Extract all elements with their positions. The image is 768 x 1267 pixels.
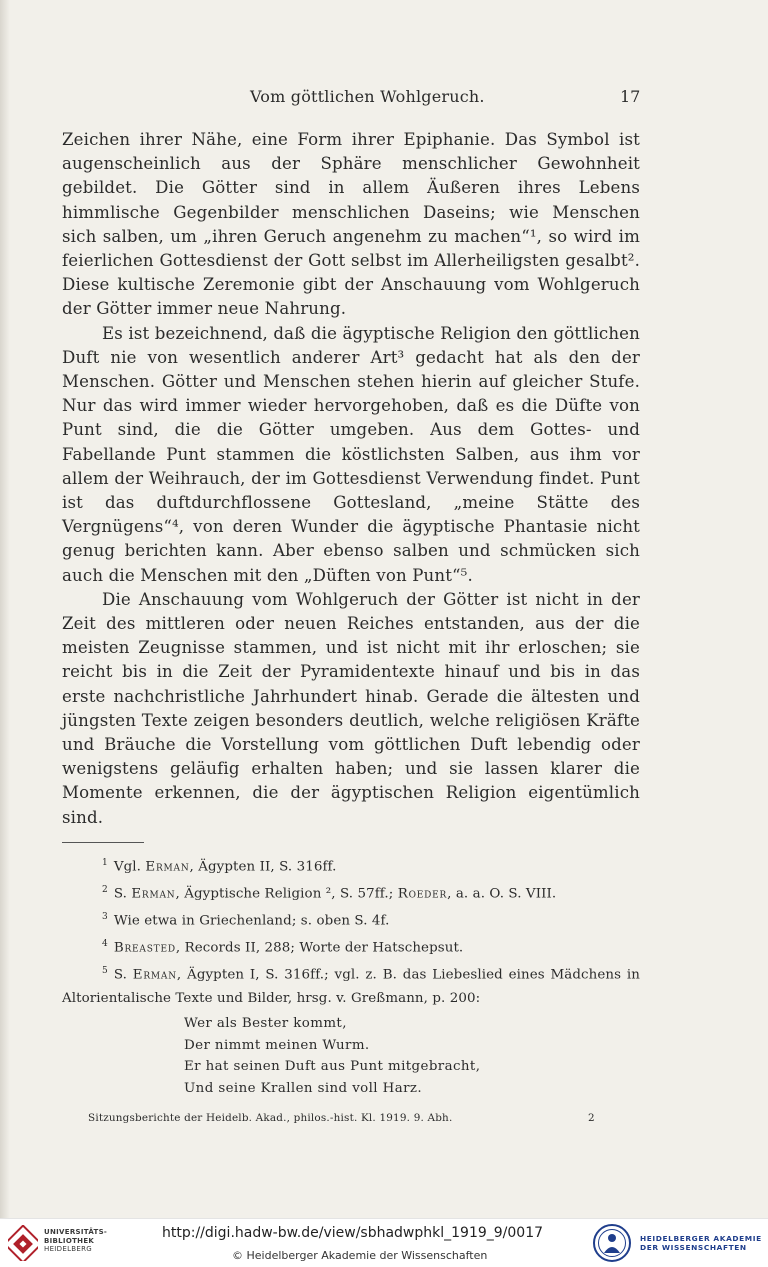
footnote-number: 4	[102, 939, 108, 950]
footnote-2	[62, 879, 640, 906]
copyright-notice: © Heidelberger Akademie der Wissenschaften	[232, 1249, 488, 1262]
footnote-author: Erman	[132, 967, 177, 983]
footnote-number: 2	[102, 885, 108, 896]
footnote-text: , Ägyptische Religion ², S. 57ff.;	[175, 886, 398, 902]
verse-line: Der nimmt meinen Wurm.	[184, 1037, 370, 1053]
footnote-text: , Records II, 288; Worte der Hatschepsut.	[175, 940, 464, 956]
verse-line: Und seine Krallen sind voll Harz.	[184, 1080, 423, 1096]
paragraph-3: Die Anschauung vom Wohlgeruch der Götter ist nicht in der Zeit des mittleren oder neuen Reiches entstanden, aus der die meisten Zeugnisse stammen, und ist nicht mit ihr erloschen; sie reicht bis in die Zeit der Pyramidentexte hinauf und bis in das erste nachchristliche Jahrhundert hinab. Gerade die ältesten und jüngsten Texte zeigen besonders deutlich, welche religiösen Kräfte und Bräuche die Vorstellung vom göttlichen Duft lebendig oder wenigstens geläufig erhalten haben; und sie lassen klarer die Momente erkennen, die der ägyptischen Religion eigentümlich sind.	[62, 589, 640, 827]
footnote-number: 1	[102, 858, 108, 868]
verse-quote	[184, 1013, 640, 1099]
footnote-author: Breasted	[113, 940, 176, 956]
footnote-5	[62, 960, 640, 1011]
academy-line: DER WISSENSCHAFTEN	[640, 1243, 747, 1252]
verse-line: Er hat seinen Duft aus Punt mitgebracht,	[184, 1059, 481, 1075]
footnote-4	[62, 933, 640, 960]
academy-seal-icon[interactable]	[592, 1223, 632, 1263]
paragraph-2: Es ist bezeichnend, daß die ägyptische Religion den göttlichen Duft nie von wesentlich anderer Art³ gedacht hat als den der Menschen. Götter und Menschen stehen hierin auf gleicher Stufe. Nur das wird immer wieder hervorgehoben, daß es die Düfte von Punt sind, die die Götter umgeben. Aus dem Gottes- und Fabellande Punt stammen die köstlichsten Salben, aus ihm vor allem der Weihrauch, der im Gottesdienst Verwendung findet. Punt ist das duftdurchflossene Gottesland, „meine Stätte des Vergnügens“⁴, von deren Wunder die ägyptische Phantasie nicht genug berichten kann. Aber ebenso salben und schmücken sich auch die Menschen mit den „Düften von Punt“⁵.	[62, 323, 640, 585]
footnote-author: Erman	[131, 886, 176, 902]
signature-line: Sitzungsberichte der Heidelb. Akad., philos.-hist. Kl. 1919. 9. Abh.	[88, 1112, 453, 1124]
library-line: BIBLIOTHEK	[44, 1236, 95, 1245]
viewer-footer	[0, 1218, 768, 1267]
footnote-text: Vgl.	[113, 859, 146, 875]
paragraph-1: Zeichen ihrer Nähe, eine Form ihrer Epiphanie. Das Symbol ist augenscheinlich aus der Sphäre menschlicher Gewohnheit gebildet. Die Götter sind in allem Äußeren ihres Lebens himmlische Gegenbilder menschlichen Daseins; wie Menschen sich salben, um „ihren Geruch angenehm zu machen“¹, so wird im feierlichen Gottesdienst der Gott selbst im Allerheiligsten gesalbt². Diese kultische Zeremonie gibt der Anschauung vom Wohlgeruch der Götter immer neue Nahrung.	[62, 130, 640, 319]
footnote-1	[62, 852, 640, 879]
footnote-rule	[62, 842, 144, 843]
body-text	[62, 128, 640, 830]
footnote-number: 5	[102, 966, 108, 977]
academy-line: HEIDELBERGER AKADEMIE	[640, 1234, 762, 1243]
verse-line: Wer als Bester kommt,	[184, 1015, 347, 1031]
footnote-text: Wie etwa in Griechenland; s. oben S. 4f.	[113, 913, 390, 929]
library-line: UNIVERSITÄTS-	[44, 1228, 108, 1236]
footnote-text: , a. a. O. S. VIII.	[447, 886, 557, 902]
permalink-url[interactable]: http://digi.hadw-bw.de/view/sbhadwphkl_1919_9/0017	[162, 1225, 544, 1241]
page-number: 17	[620, 87, 641, 106]
academy-name	[640, 1234, 762, 1252]
scan-edge	[0, 0, 10, 1218]
footnote-text: S.	[113, 886, 132, 902]
footnote-number: 3	[102, 912, 108, 923]
library-line: HEIDELBERG	[44, 1245, 92, 1253]
footnote-author: Roeder	[397, 886, 448, 902]
university-library-logo-icon[interactable]	[8, 1225, 38, 1261]
footnotes	[62, 852, 640, 1099]
footnote-author: Erman	[145, 859, 190, 875]
footnote-3	[62, 906, 640, 933]
footnote-text: S.	[113, 967, 133, 983]
running-title: Vom göttlichen Wohlgeruch.	[250, 87, 485, 106]
footnote-text: , Ägypten II, S. 316ff.	[189, 859, 337, 875]
university-library-name	[44, 1228, 107, 1254]
footnote-text: , Ägypten I, S. 316ff.; vgl. z. B. das Liebeslied eines Mädchens in Altorientalische Texte und Bilder, hrsg. v. Greßmann, p. 200:	[62, 967, 640, 1007]
sheet-number: 2	[588, 1112, 595, 1124]
